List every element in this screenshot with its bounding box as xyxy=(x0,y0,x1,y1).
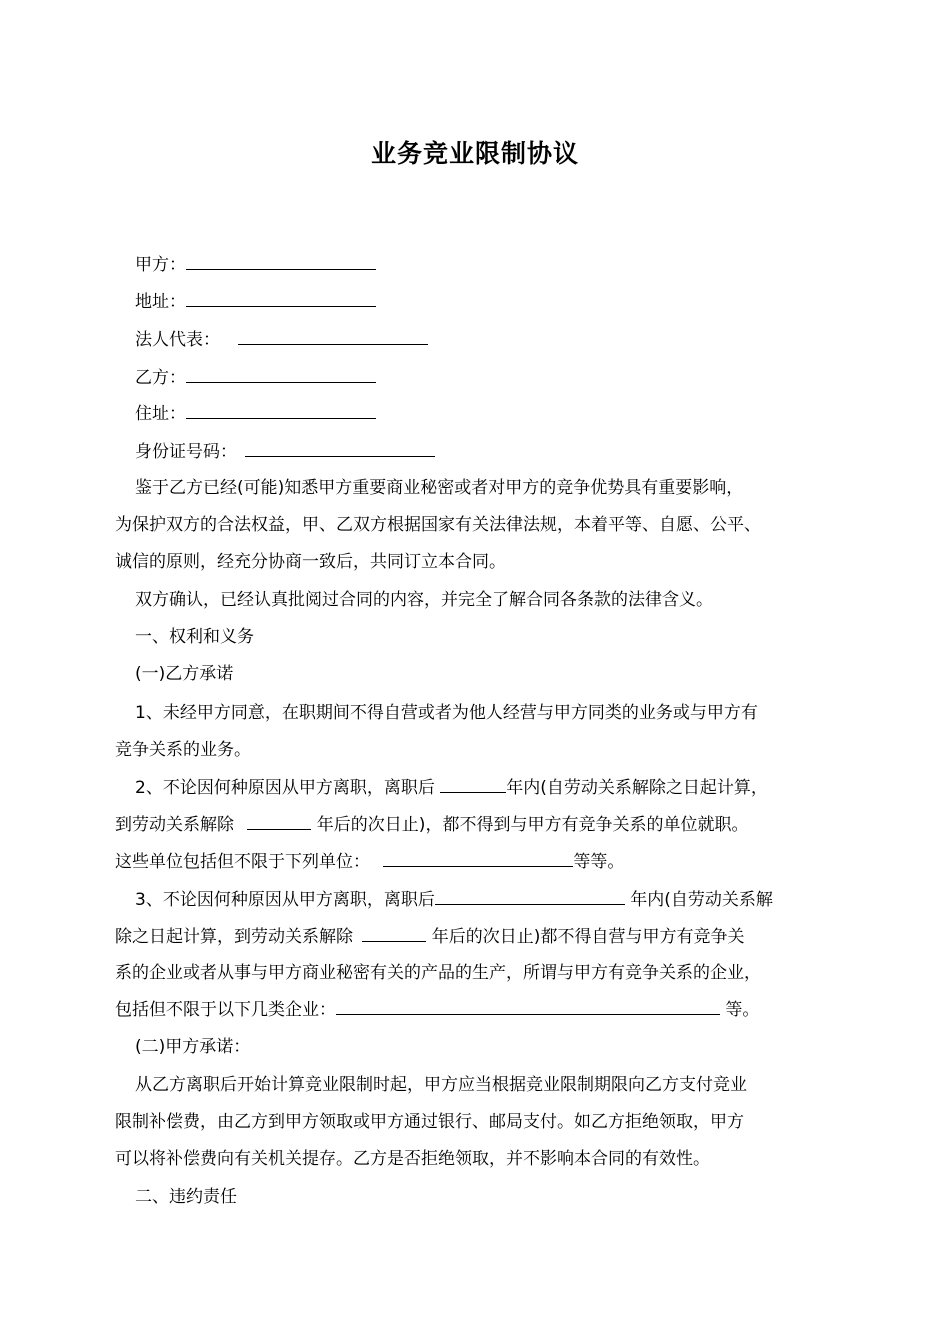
section-heading: 一、权利和义务 xyxy=(135,627,254,647)
id-label: 身份证号码： xyxy=(135,442,237,462)
paragraph-line: 双方确认，已经认真批阅过合同的内容，并完全了解合同各条款的法律含义。 xyxy=(135,590,713,610)
text-segment: 年内(自劳动关系解 xyxy=(624,890,773,910)
paragraph-line: 1、未经甲方同意，在职期间不得自营或者为他人经营与甲方同类的业务或与甲方有 xyxy=(135,703,758,723)
legal-rep-field xyxy=(135,328,865,351)
id-number-field xyxy=(135,440,865,463)
years-blank[interactable] xyxy=(247,813,311,830)
legal-rep-blank[interactable] xyxy=(238,328,428,345)
text-segment: 除之日起计算，到劳动关系解除 xyxy=(115,927,359,947)
text-segment: 到劳动关系解除 xyxy=(115,815,240,835)
paragraph-line: 诚信的原则，经充分协商一致后，共同订立本合同。 xyxy=(115,552,506,572)
years-blank[interactable] xyxy=(440,776,506,793)
paragraph-line xyxy=(115,813,845,836)
text-segment: 年后的次日止)，都不得到与甲方有竞争关系的单位就职。 xyxy=(311,815,749,835)
residence-label: 住址： xyxy=(135,404,186,424)
units-blank[interactable] xyxy=(383,850,573,867)
paragraph-line xyxy=(115,998,845,1021)
paragraph-line: 竞争关系的业务。 xyxy=(115,740,251,760)
legal-rep-label: 法人代表： xyxy=(135,330,220,350)
paragraph-line xyxy=(115,850,845,873)
party-b-blank[interactable] xyxy=(186,366,376,383)
party-a-label: 甲方： xyxy=(135,255,186,275)
text-segment: 年后的次日止)都不得自营与甲方有竞争关 xyxy=(426,927,745,947)
years-blank[interactable] xyxy=(435,888,625,905)
party-a-blank[interactable] xyxy=(186,253,376,270)
paragraph-line: 可以将补偿费向有关机关提存。乙方是否拒绝领取，并不影响本合同的有效性。 xyxy=(115,1149,710,1169)
text-segment: 包括但不限于以下几类企业： xyxy=(115,1000,336,1020)
party-a-field xyxy=(135,253,865,276)
text-segment: 年内(自劳动关系解除之日起计算， xyxy=(506,778,768,798)
text-segment: 这些单位包括但不限于下列单位： xyxy=(115,852,376,872)
companies-blank[interactable] xyxy=(336,998,720,1015)
paragraph-line: 鉴于乙方已经(可能)知悉甲方重要商业秘密或者对甲方的竞争优势具有重要影响， xyxy=(135,478,744,498)
subsection-heading: (一)乙方承诺 xyxy=(135,664,234,684)
text-segment: 等。 xyxy=(720,1000,760,1020)
subsection-heading: (二)甲方承诺： xyxy=(135,1037,251,1057)
id-number-blank[interactable] xyxy=(245,440,435,457)
residence-blank[interactable] xyxy=(186,402,376,419)
address-blank[interactable] xyxy=(186,290,376,307)
party-b-field xyxy=(135,366,865,389)
paragraph-line: 从乙方离职后开始计算竞业限制时起，甲方应当根据竞业限制期限向乙方支付竞业 xyxy=(135,1075,747,1095)
address-field xyxy=(135,290,865,313)
years-blank[interactable] xyxy=(362,925,426,942)
section-heading: 二、违约责任 xyxy=(135,1187,237,1207)
text-segment: 2、不论因何种原因从甲方离职，离职后 xyxy=(135,778,441,798)
paragraph-line: 为保护双方的合法权益，甲、乙双方根据国家有关法律法规，本着平等、自愿、公平、 xyxy=(115,515,761,535)
document-title: 业务竞业限制协议 xyxy=(370,139,579,168)
address-label: 地址： xyxy=(135,292,186,312)
paragraph-line: 系的企业或者从事与甲方商业秘密有关的产品的生产，所谓与甲方有竞争关系的企业， xyxy=(115,963,761,983)
text-segment: 3、不论因何种原因从甲方离职，离职后 xyxy=(135,890,435,910)
paragraph-line: 限制补偿费，由乙方到甲方领取或甲方通过银行、邮局支付。如乙方拒绝领取，甲方 xyxy=(115,1112,744,1132)
party-b-label: 乙方： xyxy=(135,368,186,388)
paragraph-line xyxy=(135,776,865,799)
residence-field xyxy=(135,402,865,425)
paragraph-line xyxy=(115,925,845,948)
paragraph-line xyxy=(135,888,865,911)
text-segment: 等等。 xyxy=(573,852,625,872)
